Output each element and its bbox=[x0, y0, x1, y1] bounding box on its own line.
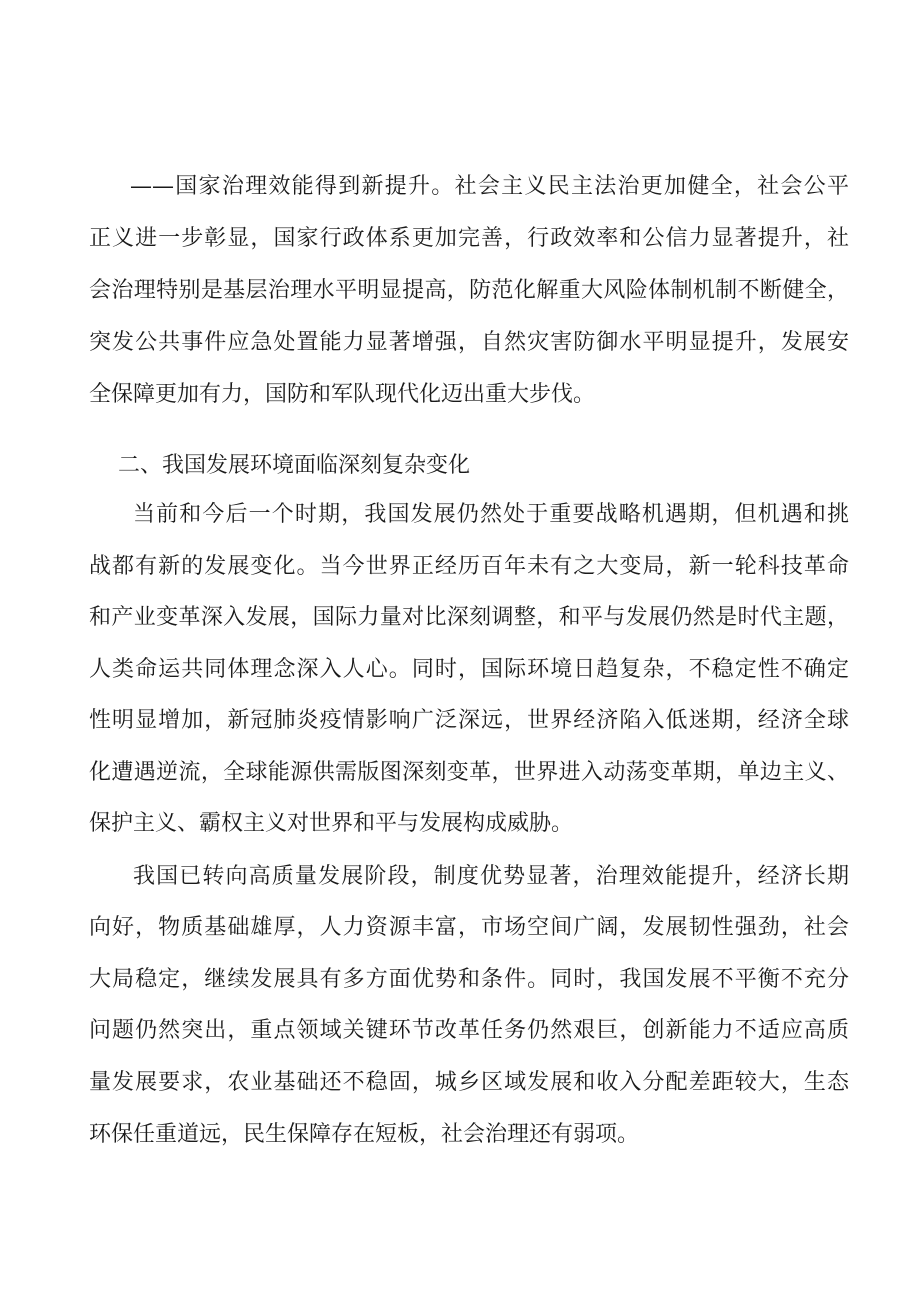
paragraph-2-line-6: 化遭遇逆流，全球能源供需版图深刻变革，世界进入动荡变革期，单边主义、 bbox=[89, 760, 849, 785]
paragraph-2-line-4: 人类命运共同体理念深入人心。同时，国际环境日趋复杂，不稳定性不确定 bbox=[89, 657, 849, 682]
paragraph-1-line-2: 正义进一步彰显，国家行政体系更加完善，行政效率和公信力显著提升，社 bbox=[89, 226, 849, 251]
paragraph-3-line-4: 问题仍然突出，重点领域关键环节改革任务仍然艰巨，创新能力不适应高质 bbox=[89, 1018, 849, 1043]
paragraph-3-line-5: 量发展要求，农业基础还不稳固，城乡区域发展和收入分配差距较大，生态 bbox=[89, 1070, 849, 1095]
paragraph-2-line-3: 和产业变革深入发展，国际力量对比深刻调整，和平与发展仍然是时代主题， bbox=[89, 605, 849, 630]
paragraph-1-line-3: 会治理特别是基层治理水平明显提高，防范化解重大风险体制机制不断健全， bbox=[89, 278, 849, 303]
paragraph-1-line-4: 突发公共事件应急处置能力显著增强，自然灾害防御水平明显提升，发展安 bbox=[89, 330, 849, 355]
paragraph-2-line-2: 战都有新的发展变化。当今世界正经历百年未有之大变局，新一轮科技革命 bbox=[89, 554, 849, 579]
paragraph-2-line-5: 性明显增加，新冠肺炎疫情影响广泛深远，世界经济陷入低迷期，经济全球 bbox=[89, 708, 849, 733]
paragraph-2-line-1: 当前和今后一个时期，我国发展仍然处于重要战略机遇期，但机遇和挑 bbox=[133, 502, 849, 527]
paragraph-1-line-5: 全保障更加有力，国防和军队现代化迈出重大步伐。 bbox=[89, 382, 596, 407]
paragraph-2-line-7: 保护主义、霸权主义对世界和平与发展构成威胁。 bbox=[89, 811, 574, 836]
paragraph-3-line-3: 大局稳定，继续发展具有多方面优势和条件。同时，我国发展不平衡不充分 bbox=[89, 967, 849, 992]
paragraph-1-line-1: ——国家治理效能得到新提升。社会主义民主法治更加健全，社会公平 bbox=[130, 174, 849, 199]
paragraph-3-line-2: 向好，物质基础雄厚，人力资源丰富，市场空间广阔，发展韧性强劲，社会 bbox=[89, 915, 849, 940]
paragraph-3-line-1: 我国已转向高质量发展阶段，制度优势显著，治理效能提升，经济长期 bbox=[133, 864, 849, 889]
paragraph-3-line-6: 环保任重道远，民生保障存在短板，社会治理还有弱项。 bbox=[89, 1122, 640, 1147]
section-heading: 二、我国发展环境面临深刻复杂变化 bbox=[118, 453, 471, 478]
